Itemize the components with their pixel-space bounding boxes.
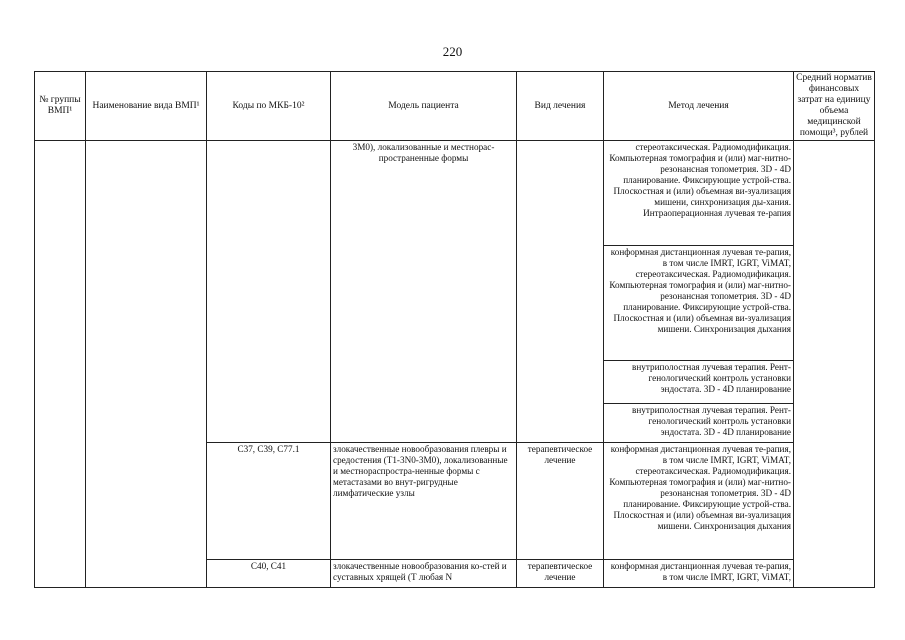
- method-cell: конформная дистанционная лучевая те-рапия, в том числе IMRT, IGRT, ViMAT, стереотаксическая. Радиомодификация. Компьютерная томография и (или) маг-нитно-резонансная топометрия. 3D - 4D планирование. Фиксирующие устрой-ства. Плоскостная и (или) объемная ви-зуализация мишени. Синхронизация дыхания: [604, 443, 794, 560]
- method-cell: конформная дистанционная лучевая те-рапия, в том числе IMRT, IGRT, ViMAT,: [604, 560, 794, 588]
- method-cell: стереотаксическая. Радиомодификация. Компьютерная томография и (или) маг-нитно-резонансная топометрия. 3D - 4D планирование. Фиксирующие устрой-ства. Плоскостная и (или) объемная ви-зуализация мишени, синхронизация ды-хания. Интраоперационная лучевая те-рапия: [604, 141, 794, 246]
- cost-cell: [794, 141, 875, 588]
- header-codes: Коды по МКБ-10²: [207, 72, 331, 141]
- header-cost: Средний норматив финансовых затрат на единицу объема медицинской помощи³, рублей: [794, 72, 875, 141]
- page-number: 220: [442, 44, 463, 59]
- model-cell: злокачественные новообразования ко-стей и суставных хрящей (T любая N: [331, 560, 517, 588]
- header-group: № группы ВМП¹: [35, 72, 86, 141]
- treatment-cell: терапевтическое лечение: [517, 443, 604, 560]
- treatment-cell: терапевтическое лечение: [517, 560, 604, 588]
- header-model: Модель пациента: [331, 72, 517, 141]
- codes-cell: С40, С41: [207, 560, 331, 588]
- codes-cell: [207, 141, 331, 443]
- table-row: [35, 141, 875, 246]
- header-row: [35, 72, 875, 141]
- group-cell: [35, 141, 86, 588]
- header-method: Метод лечения: [604, 72, 794, 141]
- name-cell: [86, 141, 207, 588]
- vmp-table: [34, 71, 875, 588]
- method-cell: конформная дистанционная лучевая те-рапия, в том числе IMRT, IGRT, ViMAT, стереотаксическая. Радиомодификация. Компьютерная томография и (или) маг-нитно-резонансная топометрия. 3D - 4D планирование. Фиксирующие устрой-ства. Плоскостная и (или) объемная ви-зуализация мишени. Синхронизация дыхания: [604, 246, 794, 361]
- codes-cell: С37, С39, С77.1: [207, 443, 331, 560]
- method-cell: внутриполостная лучевая терапия. Рент-генологический контроль установки эндостата. 3D - 4D планирование: [604, 361, 794, 404]
- model-cell: 3М0), локализованные и местнорас-пространенные формы: [331, 141, 517, 443]
- header-treatment: Вид лечения: [517, 72, 604, 141]
- model-cell: злокачественные новообразования плевры и средостения (T1-3N0-3M0), локализованные и местнораспростра-ненные формы с метастазами во внут-ригрудные лимфатические узлы: [331, 443, 517, 560]
- method-cell: внутриполостная лучевая терапия. Рент-генологический контроль установки эндостата. 3D - 4D планирование: [604, 404, 794, 443]
- treatment-cell: [517, 141, 604, 443]
- header-name: Наименование вида ВМП¹: [86, 72, 207, 141]
